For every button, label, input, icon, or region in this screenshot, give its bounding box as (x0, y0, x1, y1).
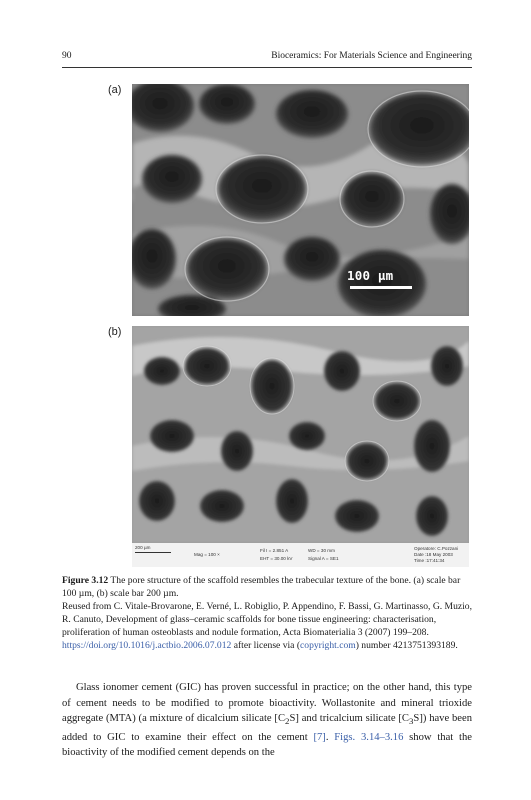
info-scale: 200 µm (135, 545, 151, 550)
panel-a-label: (a) (108, 84, 122, 96)
subscript-2: 2 (285, 716, 290, 727)
running-title: Bioceramics: For Materials Science and Engineering (271, 51, 472, 61)
ref-link[interactable]: [7] (313, 731, 326, 743)
body-text-1: Glass ionomer cement (GIC) has proven successful in practice; on the other hand, this type of cement needs to be modified to promote bioactivity. Wollastonite and mineral trioxide aggregate (MTA) (a mixture of dicalcium silicate [C (62, 682, 472, 724)
panel-b-label: (b) (108, 326, 122, 338)
body-text-5: show that the bioactivity of the modified cement depends on the (62, 731, 472, 759)
info-mag: Mag = 100 × (194, 552, 220, 557)
body-text-4: . (325, 731, 335, 743)
caption-after-copyright: ) number 4213751393189. (355, 640, 458, 651)
info-time: Time :17:41:34 (414, 558, 445, 563)
sem-info-bar (132, 543, 469, 567)
subscript-3: 3 (409, 716, 414, 727)
info-eht: EHT = 30.00 kV (260, 556, 293, 561)
figure-caption (62, 574, 472, 652)
info-wd: WD = 30 mm (308, 548, 335, 553)
body-text-2: S] and tricalcium silicate [C (289, 713, 409, 724)
info-signal: Signal A = SE1 (308, 556, 339, 561)
sem-image-b (132, 326, 469, 543)
scalebar-a-text: 100 µm (347, 268, 394, 283)
scalebar-a-bar (350, 286, 412, 289)
doi-link[interactable]: https://doi.org/10.1016/j.actbio.2006.07.012 (62, 640, 232, 651)
info-date: Date :18 May 2003 (414, 552, 453, 557)
body-paragraph (62, 680, 472, 761)
sem-image-a (132, 84, 469, 316)
caption-after-doi: after license via ( (231, 640, 301, 651)
running-header (62, 51, 472, 68)
info-operator: Operatore: C.Pozzani (414, 546, 459, 551)
body-text-3: S]) have been added to GIC to examine their effect on the cement (62, 713, 473, 743)
figs-link[interactable]: Figs. 3.14–3.16 (334, 731, 404, 743)
info-scale-bar (135, 552, 171, 553)
caption-reuse: Reused from C. Vitale-Brovarone, E. Verné, L. Robiglio, P. Appendino, F. Bassi, G. Martinasso, G. Muzio, R. Canuto, Development of glass–ceramic scaffolds for bone tissue engineering: characterisation, proliferation of human osteoblasts and nodule formation, Acta Biomaterialia 3 (2007) 199–208. (62, 601, 472, 638)
page-number: 90 (62, 51, 72, 61)
copyright-link[interactable]: copyright.com (300, 640, 356, 651)
caption-label: Figure 3.12 (62, 575, 109, 586)
caption-text: The pore structure of the scaffold resembles the trabecular texture of the bone. (a) scale bar 100 µm, (b) scale bar 200 µm. (62, 575, 461, 599)
info-fil: Fil I = 2.851 A (260, 548, 289, 553)
